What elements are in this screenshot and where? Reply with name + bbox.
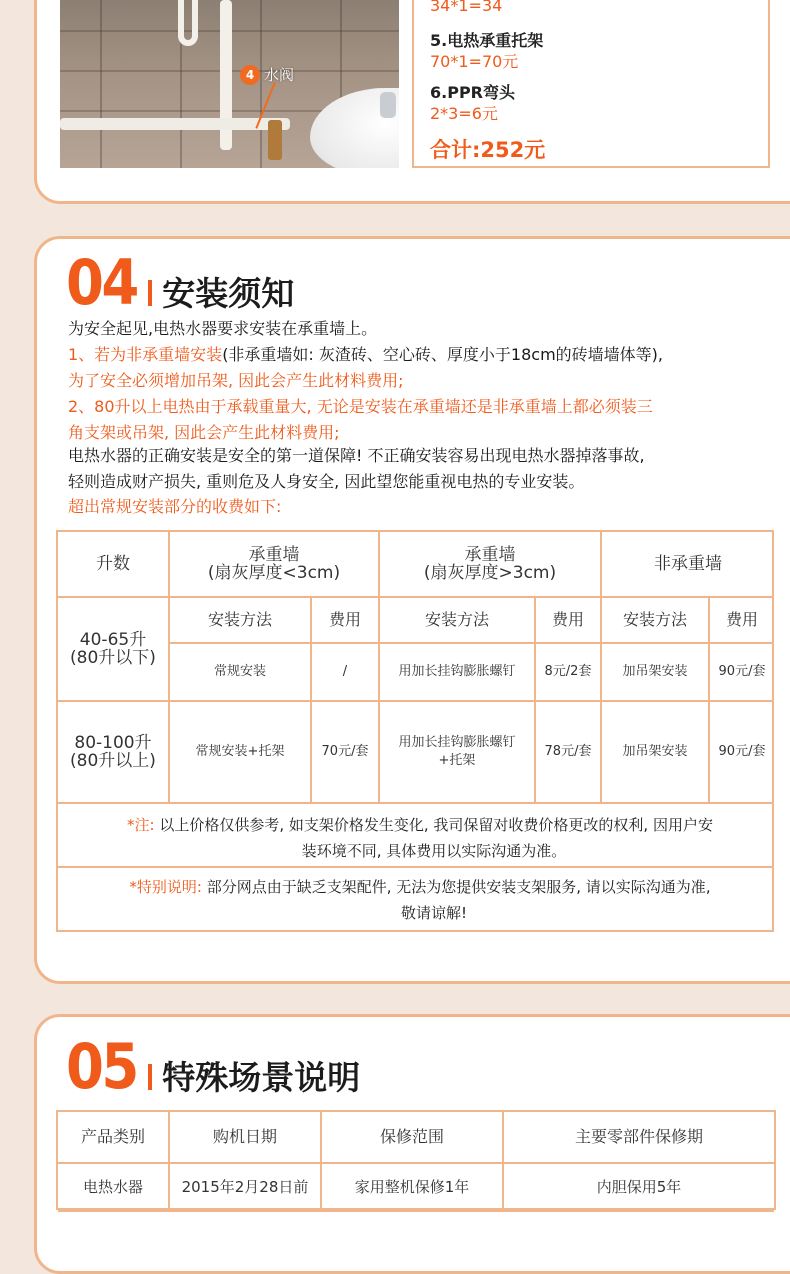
valve-badge: 4 (240, 65, 260, 85)
section-number: 04 (66, 246, 137, 319)
notice-line: 为安全起见,电热水器要求安装在承重墙上。 (68, 319, 378, 338)
section-title: 安装须知 (162, 274, 295, 313)
row1-fee-3: 90元/套 (710, 644, 774, 702)
notice-line: 超出常规安装部分的收费如下: (68, 497, 282, 516)
row1-method-2: 用加长挂钩膨胀螺钉 (380, 644, 536, 702)
notice-line: 电热水器的正确安装是安全的第一道保障! 不正确安装容易出现电热水器掉落事故, (68, 446, 645, 465)
sub-fee: 费用 (710, 598, 774, 644)
install-fee-table (56, 530, 774, 932)
table-cell: 2015年2月28日前 (170, 1164, 322, 1212)
header-divider (148, 280, 152, 306)
row2-fee-2: 78元/套 (536, 702, 602, 804)
notice-line: 2、80升以上电热由于承载重量大, 无论是安装在承重墙还是非承重墙上都必须装三 (68, 397, 653, 416)
section-04-header (66, 246, 295, 319)
valve-label: 水阀 (264, 66, 295, 84)
sub-method: 安装方法 (170, 598, 312, 644)
price-total: 合计:252元 (430, 138, 546, 162)
row1-method-3: 加吊架安装 (602, 644, 710, 702)
price-line: 6.PPR弯头 (430, 83, 515, 102)
sub-method: 安装方法 (602, 598, 710, 644)
row2-fee-1: 70元/套 (312, 702, 380, 804)
section-number: 05 (66, 1030, 137, 1103)
header-liters: 升数 (58, 532, 170, 598)
special-note: *特别说明: 部分网点由于缺乏支架配件, 无法为您提供安装支架服务, 请以实际沟通为准, 敬请谅解! (129, 878, 711, 922)
row2-liters: 80-100升 (80升以上) (58, 702, 170, 804)
row2-method-3: 加吊架安装 (602, 702, 710, 804)
header-divider (148, 1064, 152, 1090)
table-cell: 家用整机保修1年 (322, 1164, 504, 1212)
section-title: 特殊场景说明 (162, 1058, 361, 1097)
sub-fee: 费用 (536, 598, 602, 644)
col-header: 购机日期 (170, 1112, 322, 1164)
row2-method-1: 常规安装+托架 (170, 702, 312, 804)
col-header: 保修范围 (322, 1112, 504, 1164)
price-note: *注: 以上价格仅供参考, 如支架价格发生变化, 我司保留对收费价格更改的权利, 因用户安 装环境不同, 具体费用以实际沟通为准。 (58, 804, 774, 868)
row1-method-1: 常规安装 (170, 644, 312, 702)
sub-method: 安装方法 (380, 598, 536, 644)
price-line: 70*1=70元 (430, 52, 519, 71)
warranty-table (56, 1110, 776, 1210)
price-line: 34*1=34 (430, 0, 503, 15)
header-nonbearing: 非承重墙 (602, 532, 774, 598)
price-line: 5.电热承重托架 (430, 31, 544, 50)
price-breakdown (412, 0, 770, 168)
table-cell: 电热水器 (58, 1164, 170, 1212)
sub-fee: 费用 (312, 598, 380, 644)
row1-fee-2: 8元/2套 (536, 644, 602, 702)
col-header: 产品类别 (58, 1112, 170, 1164)
price-line: 2*3=6元 (430, 104, 498, 123)
row1-fee-1: / (312, 644, 380, 702)
bathroom-photo (60, 0, 399, 168)
row2-fee-3: 90元/套 (710, 702, 774, 804)
notice-line: 角支架或吊架, 因此会产生此材料费用; (68, 423, 340, 442)
header-bearing-thick: 承重墙 (扇灰厚度>3cm) (380, 532, 602, 598)
notice-line: 1、若为非承重墙安装(非承重墙如: 灰渣砖、空心砖、厚度小于18cm的砖墙墙体等), (68, 345, 663, 364)
section-05-header (66, 1030, 361, 1103)
header-bearing-thin: 承重墙 (扇灰厚度<3cm) (170, 532, 380, 598)
valve-callout (240, 64, 294, 85)
table-cell: 内胆保用5年 (504, 1164, 774, 1212)
row1-liters: 40-65升 (80升以下) (58, 598, 170, 702)
notice-line: 为了安全必须增加吊架, 因此会产生此材料费用; (68, 371, 404, 390)
col-header: 主要零部件保修期 (504, 1112, 774, 1164)
notice-line: 轻则造成财产损失, 重则危及人身安全, 因此望您能重视电热的专业安装。 (68, 472, 585, 491)
row2-method-2: 用加长挂钩膨胀螺钉 +托架 (380, 702, 536, 804)
